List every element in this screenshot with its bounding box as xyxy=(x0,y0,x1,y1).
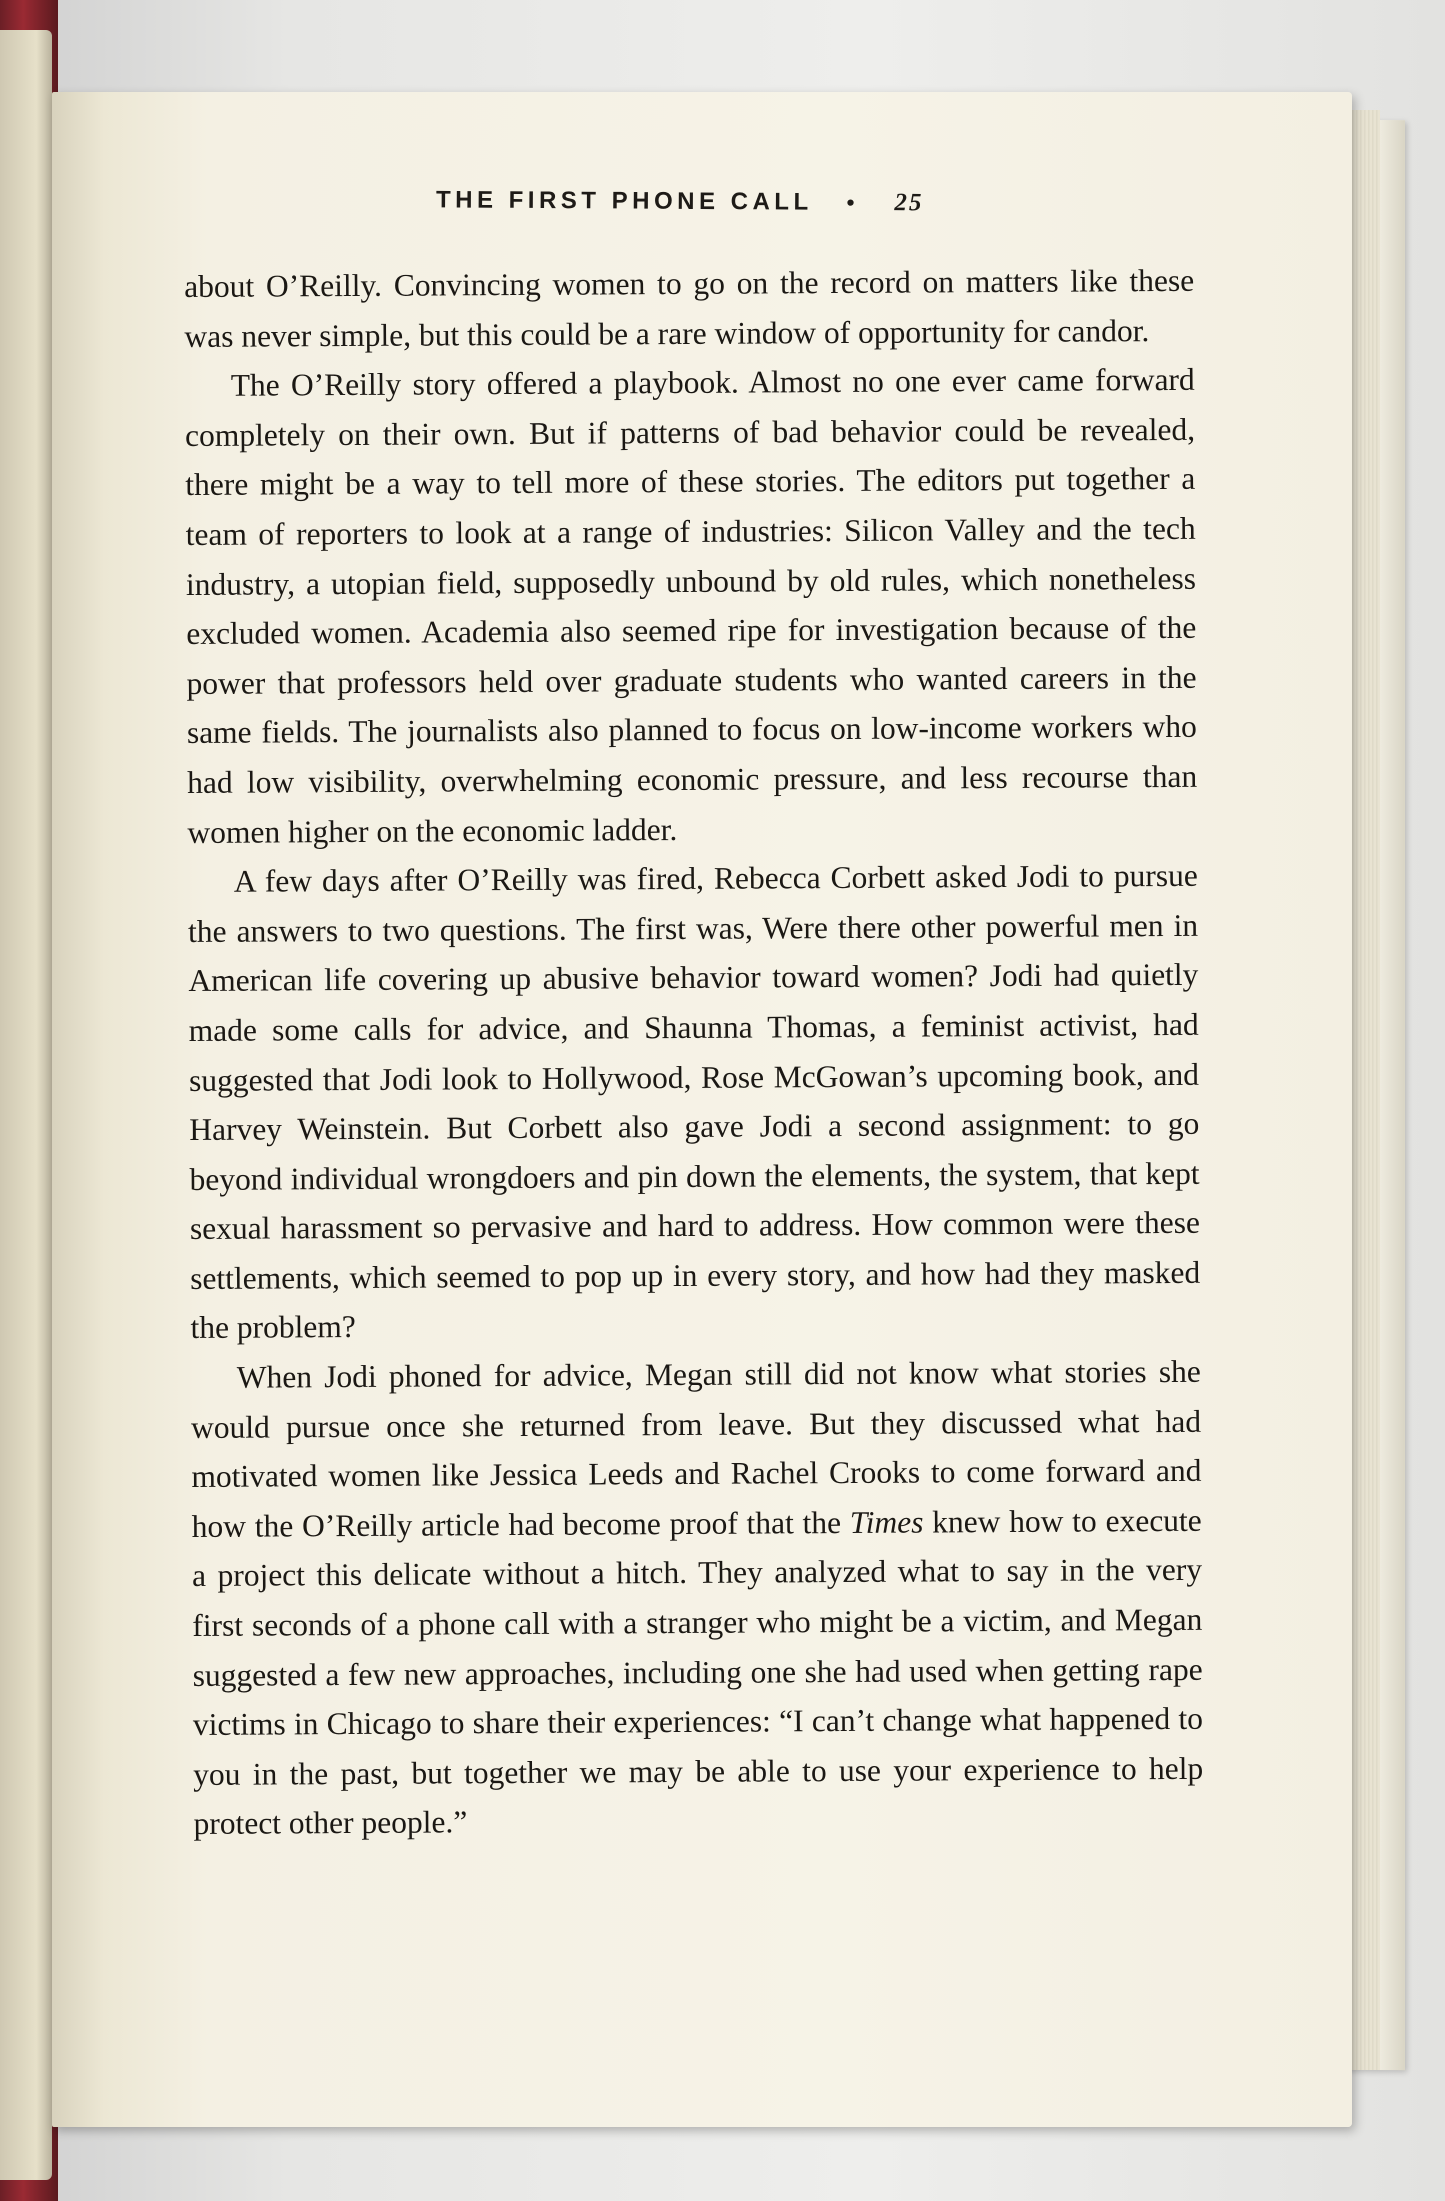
paragraph-text: knew how to execute a project this delicate without a hitch. They analyzed what to say in the very first seconds of a phone call with a stranger who might be a victim, and Megan suggested a few new approaches, including one she had used when getting rape victims in Chicago to share their experiences: “I can’t change what happened to you in the past, but together we may be able to use your experience to help protect other people.” xyxy=(191,1502,1204,1842)
running-head xyxy=(436,186,976,217)
left-page-edge xyxy=(0,30,52,2180)
chapter-title: THE FIRST PHONE CALL xyxy=(435,186,813,216)
paragraph: The O’Reilly story offered a playbook. Almost no one ever came forward completely on their own. But if patterns of bad behavior could be revealed, there might be a way to tell more of these stories. The editors put together a team of reporters to look at a range of industries: Silicon Valley and the tech industry, a utopian field, supposedly unbound by old rules, which nonetheless excluded women. Academia also seemed ripe for investigation because of the power that professors held over graduate students who wanted careers in the same fields. The journalists also planned to focus on low-income workers who had low visibility, overwhelming economic pressure, and less recourse than women higher on the economic ladder. xyxy=(184,362,1198,850)
paragraph: A few days after O’Reilly was fired, Rebecca Corbett asked Jodi to pursue the answers to two questions. The first was, Were there other powerful men in American life covering up abusive behavior toward women? Jodi had quietly made some calls for advice, and Shaunna Thomas, a feminist activist, had suggested that Jodi look to Hollywood, Rose McGowan’s upcoming book, and Harvey Weinstein. But Corbett also gave Jodi a second assignment: to go beyond individual wrongdoers and pin down the elements, the system, that kept sexual harassment so pervasive and hard to address. How common were these settlements, which seemed to pop up in every story, and how had they masked the problem? xyxy=(187,857,1201,1346)
italic-publication-name: Times xyxy=(849,1504,924,1540)
separator-dot: • xyxy=(846,189,855,215)
page-edges xyxy=(1350,110,1380,2070)
page-number: 25 xyxy=(894,189,924,217)
paragraph-continuation: about O’Reilly. Convincing women to go on the record on matters like these was never simple, but this could be a rare window of opportunity for candor. xyxy=(184,262,1195,354)
body-text xyxy=(184,256,1204,1849)
paragraph-last xyxy=(191,1347,1204,1849)
paragraph-text: When Jodi phoned for advice, Megan still did not know what stories she would pursue once she returned from leave. But they discussed what had motivated women like Jessica Leeds and Rachel Crooks to come forward and how the O’Reilly article had become proof that the xyxy=(191,1353,1202,1544)
